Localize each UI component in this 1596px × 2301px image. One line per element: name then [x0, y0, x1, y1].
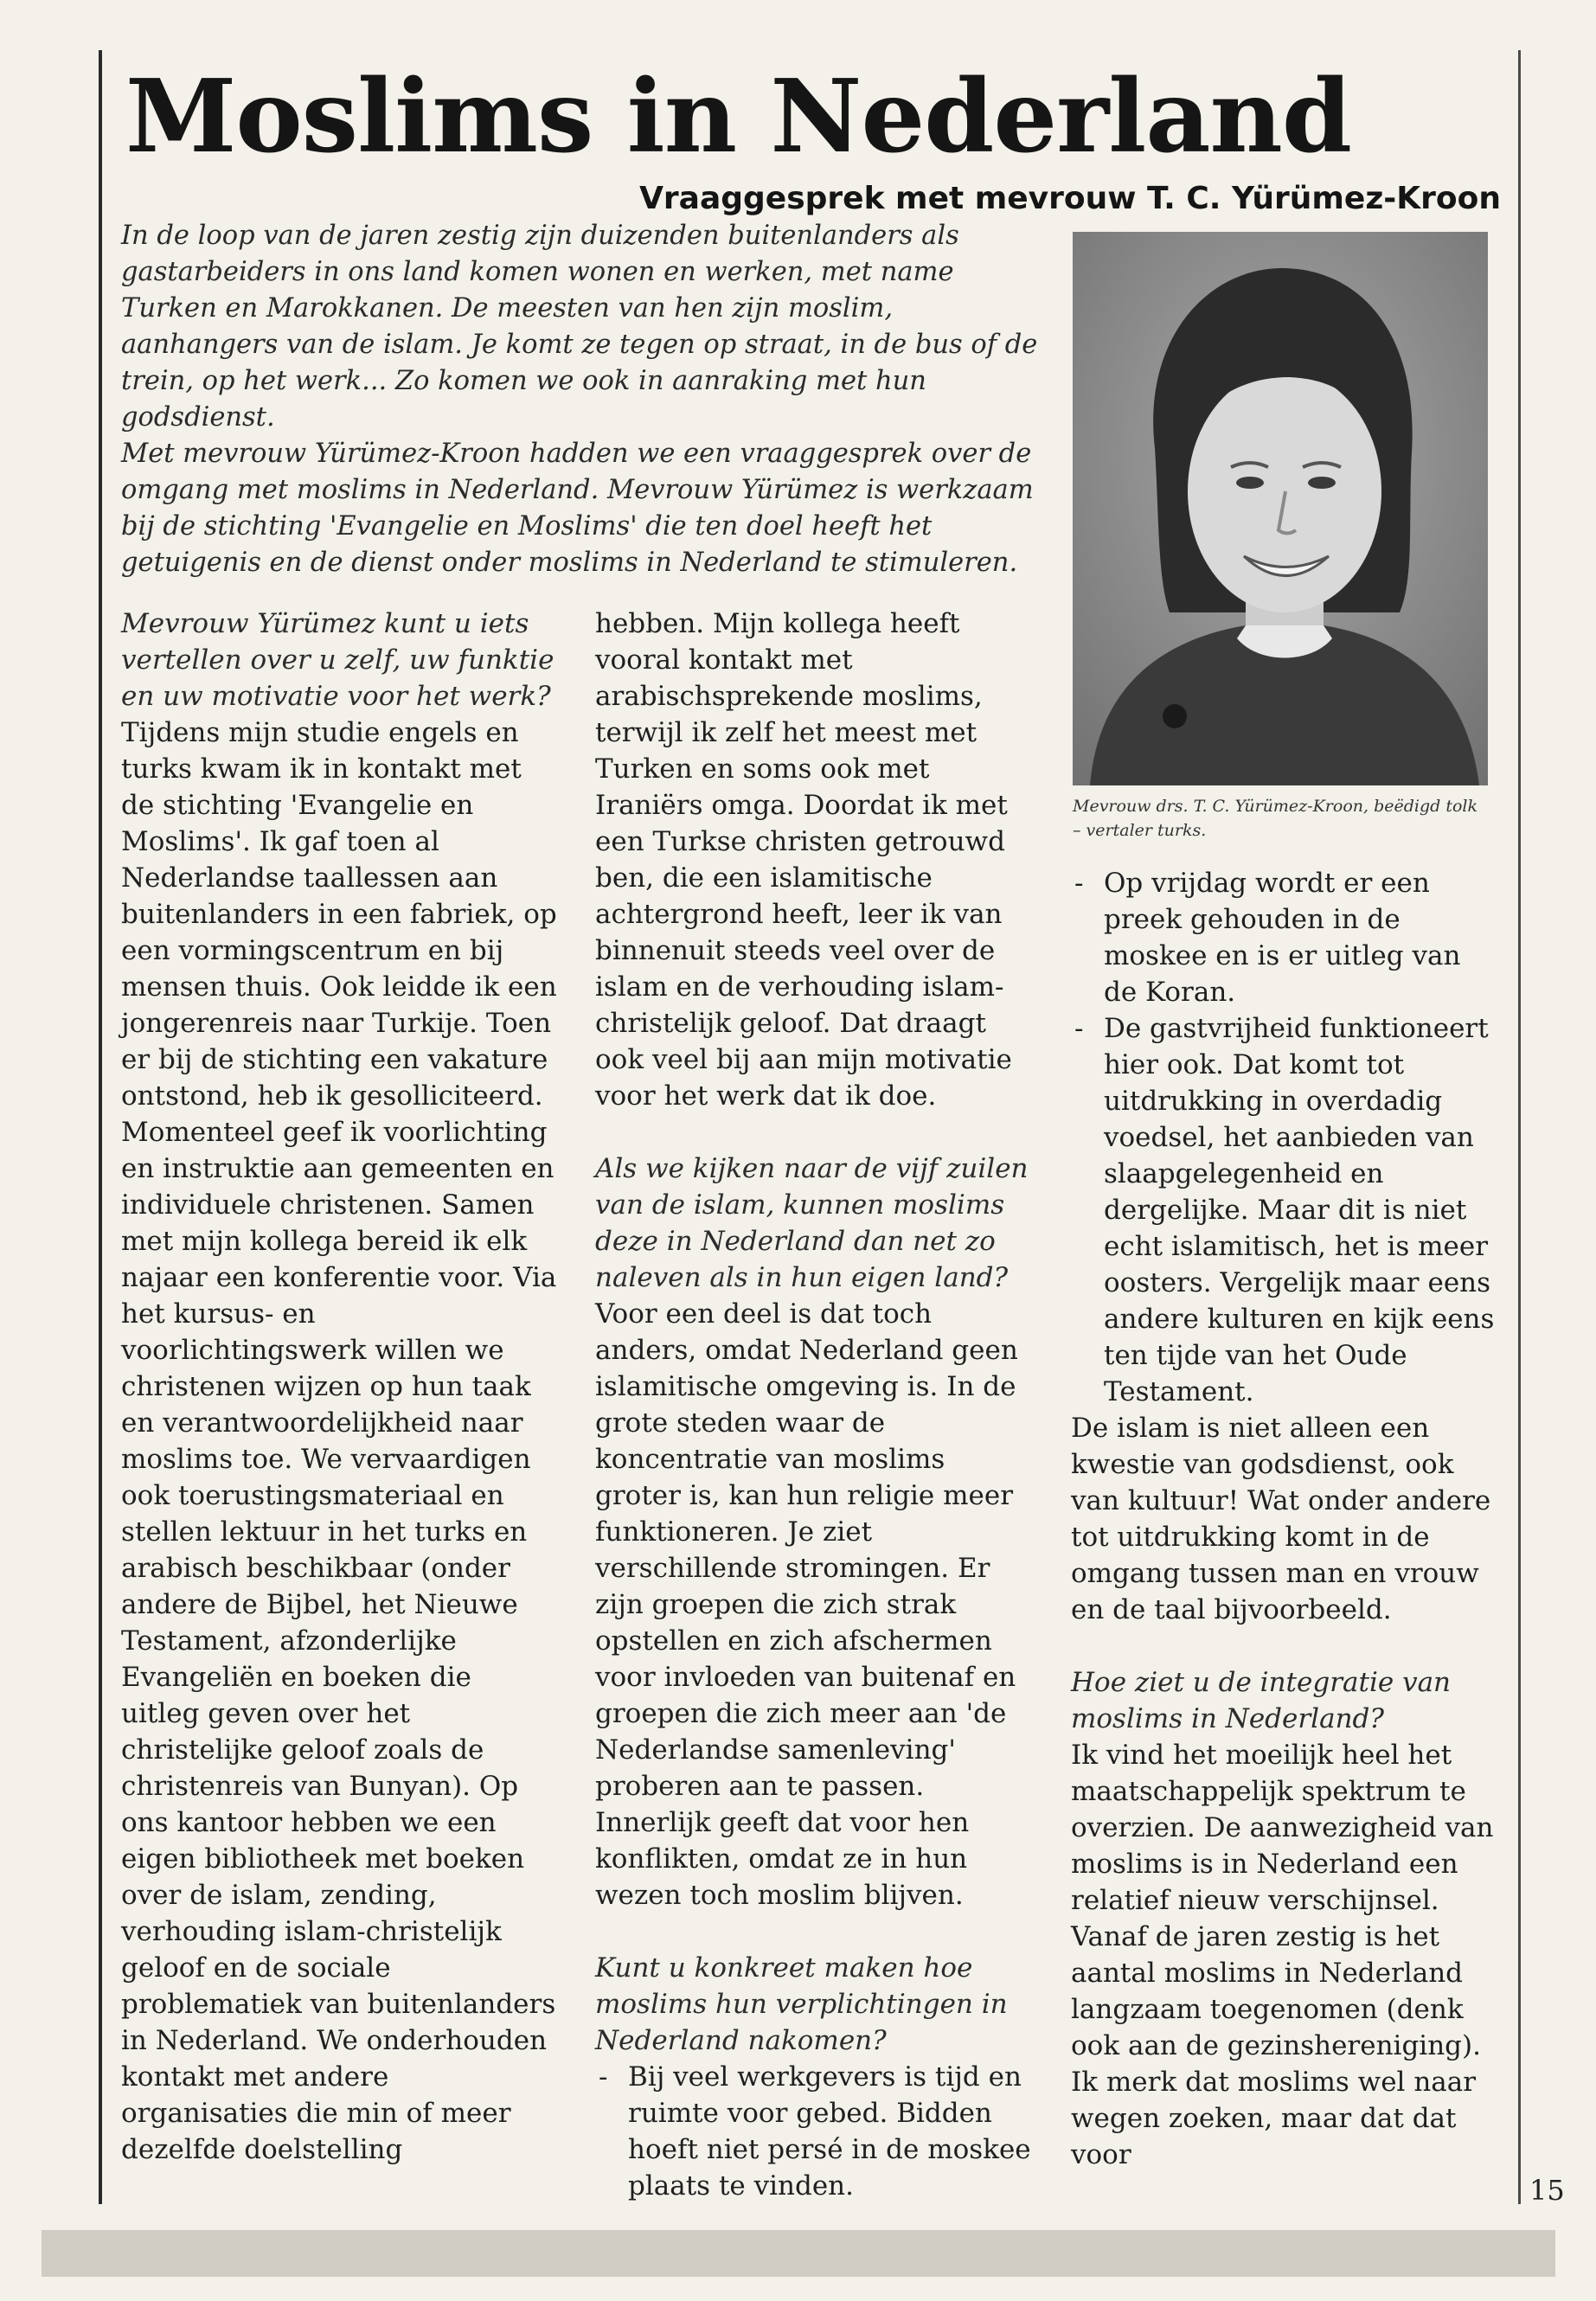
footer-bar	[42, 2230, 1555, 2277]
interview-answer: Ik vind het moeilijk heel het maatschappelijk spektrum te overzien. De aanwezigheid van moslims is in Nederland een relatief nieuw verschijnsel. Vanaf de jaren zestig is het aantal moslims in Nederland langzaam toegenomen (denk ook aan de gezinshereniging). Ik merk dat moslims wel naar wegen zoeken, maar dat dat voor	[1071, 1740, 1494, 2170]
portrait-photo	[1073, 232, 1488, 785]
intro-paragraph: Met mevrouw Yürümez-Kroon hadden we een vraaggesprek over de omgang met moslims in Nederland. Mevrouw Yürümez is werkzaam bij de stichting 'Evangelie en Moslims' die ten doel heeft het getuigenis en de dienst onder moslims in Nederland te stimuleren.	[121, 439, 1034, 578]
list-item: - Bij veel werkgevers is tijd en ruimte voor gebed. Bidden hoeft niet persé in de moskee plaats te vinden.	[595, 2059, 1032, 2204]
portrait-illustration	[1073, 232, 1488, 785]
interview-answer: De islam is niet alleen een kwestie van godsdienst, ook van kultuur! Wat onder andere tot uitdrukking komt in de omgang tussen man en vrouw en de taal bijvoorbeeld.	[1071, 1413, 1491, 1625]
page-title: Moslims in Nederland	[125, 58, 1351, 176]
list-item: - Op vrijdag wordt er een preek gehouden in de moskee en is er uitleg van de Koran.	[1071, 865, 1495, 1010]
interview-question: Hoe ziet u de integratie van moslims in Nederland?	[1071, 1667, 1452, 1734]
right-column-rule	[1518, 50, 1521, 2204]
interview-question: Mevrouw Yürümez kunt u iets vertellen over u zelf, uw funktie en uw motivatie voor het werk?	[121, 608, 554, 712]
answer-list	[1071, 865, 1495, 1410]
interview-answer: Voor een deel is dat toch anders, omdat Nederland geen islamitische omgeving is. In de grote steden waar de koncentratie van moslims groter is, kan hun religie meer funktioneren. Je ziet verschillende stromingen. Er zijn groepen die zich strak opstellen en zich afschermen voor invloeden van buitenaf en groepen die zich meer aan 'de Nederlandse samenleving' proberen aan te passen. Innerlijk geeft dat voor hen konflikten, omdat ze in hun wezen toch moslim blijven.	[595, 1298, 1018, 1911]
interview-question: Kunt u konkreet maken hoe moslims hun verplichtingen in Nederland nakomen?	[595, 1952, 1008, 2056]
list-item: - De gastvrijheid funktioneert hier ook. Dat komt tot uitdrukking in overdadig voedsel, het aanbieden van slaapgelegenheid en dergelijke. Maar dit is niet echt islamitisch, het is meer oosters. Vergelijk maar eens andere kulturen en kijk eens ten tijde van het Oude Testament.	[1071, 1010, 1495, 1410]
page-number: 15	[1529, 2174, 1565, 2207]
interview-answer: hebben. Mijn kollega heeft vooral kontakt met arabischsprekende moslims, terwijl ik zelf het meest met Turken en soms ook met Iraniërs omga. Doordat ik met een Turkse christen getrouwd ben, die een islamitische achtergrond heeft, leer ik van binnenuit steeds veel over de islam en de verhouding islam-christelijk geloof. Dat draagt ook veel bij aan mijn motivatie voor het werk dat ik doe.	[595, 608, 1012, 1112]
interview-answer: Tijdens mijn studie engels en turks kwam ik in kontakt met de stichting 'Evangelie en Moslims'. Ik gaf toen al Nederlandse taallessen aan buitenlanders in een fabriek, op een vormingscentrum en bij mensen thuis. Ook leidde ik een jongerenreis naar Turkije. Toen er bij de stichting een vakature ontstond, heb ik gesolliciteerd. Momenteel geef ik voorlichting en instruktie aan gemeenten en individuele christenen. Samen met mijn kollega bereid ik elk najaar een konferentie voor. Via het kursus- en voorlichtingswerk willen we christenen wijzen op hun taak en verantwoordelijkheid naar moslims toe. We vervaardigen ook toerustingsmateriaal en stellen lektuur in het turks en arabisch beschikbaar (onder andere de Bijbel, het Nieuwe Testament, afzonderlijke Evangeliën en boeken die uitleg geven over het christelijke geloof zoals de christenreis van Bunyan). Op ons kantoor hebben we een eigen bibliotheek met boeken over de islam, zending, verhouding islam-christelijk geloof en de sociale problematiek van buitenlanders in Nederland. We onderhouden kontakt met andere organisaties die min of meer dezelfde doelstelling	[121, 717, 557, 2165]
photo-caption: Mevrouw drs. T. C. Yürümez-Kroon, beëdigd tolk – vertaler turks.	[1073, 797, 1477, 840]
left-column-rule	[99, 50, 102, 2204]
intro-text	[121, 218, 1038, 581]
interview-question: Als we kijken naar de vijf zuilen van de islam, kunnen moslims deze in Nederland dan net zo naleven als in hun eigen land?	[595, 1153, 1029, 1293]
article-column-3	[1071, 865, 1495, 2173]
article-column-1	[121, 606, 558, 2168]
article-column-2	[595, 606, 1032, 2204]
intro-paragraph: In de loop van de jaren zestig zijn duizenden buitenlanders als gastarbeiders in ons land komen wonen en werken, met name Turken en Marokkanen. De meesten van hen zijn moslim, aanhangers van de islam. Je komt ze tegen op straat, in de bus of de trein, op het werk... Zo komen we ook in aanraking met hun godsdienst.	[121, 221, 1038, 433]
interview-subtitle: Vraaggesprek met mevrouw T. C. Yürümez-Kroon	[639, 181, 1501, 216]
answer-list	[595, 2059, 1032, 2204]
